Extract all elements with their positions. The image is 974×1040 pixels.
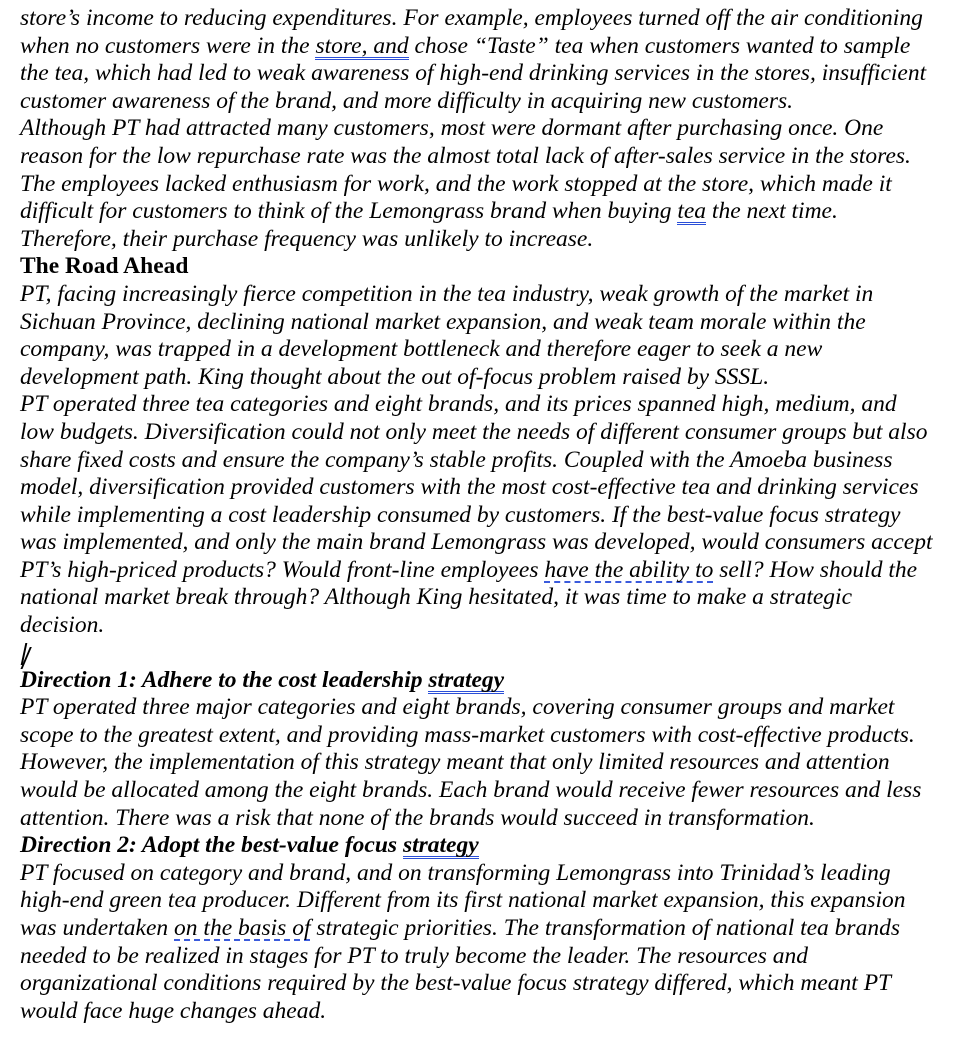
text-segment: share fixed costs and ensure the company’s stable profits. Coupled with the Amoeba business: [20, 446, 893, 473]
text-segment: customer awareness of the brand, and more difficulty in acquiring new customers.: [20, 87, 794, 114]
text-segment: reason for the low repurchase rate was the almost total lack of after-sales service in the stores.: [20, 142, 911, 169]
text-segment: would face huge changes ahead.: [20, 997, 327, 1024]
text-line: [20, 777, 932, 805]
text-line: [20, 60, 932, 88]
text-line: [20, 5, 932, 33]
spellcheck-underline[interactable]: strategy: [428, 666, 505, 693]
text-segment: PT operated three tea categories and eight brands, and its prices spanned high, medium, and: [20, 391, 897, 418]
spellcheck-underline[interactable]: tea: [677, 198, 707, 225]
document-body[interactable]: [20, 5, 932, 1025]
text-segment: strategic priorities. The transformation of national tea brands: [310, 915, 900, 941]
text-segment: model, diversification provided customers with the most cost-effective tea and drinking services: [20, 474, 919, 501]
text-segment: sell? How should the: [713, 556, 918, 583]
text-cursor: [21, 647, 32, 669]
text-segment: the next time.: [706, 198, 838, 225]
text-segment: The employees lacked enthusiasm for work, and the work stopped at the store, which made it: [20, 170, 892, 197]
text-segment: Although PT had attracted many customers, most were dormant after purchasing once. One: [20, 115, 884, 142]
text-segment: national market break through? Although King hesitated, it was time to make a strategic: [20, 584, 853, 611]
text-line: [20, 309, 932, 337]
text-segment: Direction 2: Adopt the best-value focus: [20, 832, 403, 859]
text-line: [20, 529, 932, 557]
text-segment: development path. King thought about the out of-focus problem raised by SSSL.: [20, 363, 770, 390]
cursor-line: [21, 643, 28, 665]
text-line: [20, 970, 932, 998]
text-line: [20, 364, 932, 392]
text-line: [20, 391, 932, 419]
text-segment: difficult for customers to think of the Lemongrass brand when buying: [20, 198, 678, 225]
text-segment: was implemented, and only the main brand Lemongrass was developed, would consumers accept: [20, 529, 933, 556]
text-line: [20, 749, 932, 777]
text-segment: PT operated three major categories and eight brands, covering consumer groups and market: [20, 694, 895, 721]
section-heading: [20, 253, 932, 281]
text-segment: PT focused on category and brand, and on transforming Lemongrass into Trinidad’s leading: [20, 859, 891, 886]
text-segment: would be allocated among the eight brands. Each brand would receive fewer resources and less: [20, 777, 922, 804]
spellcheck-underline[interactable]: strategy: [402, 832, 479, 859]
text-line: [20, 860, 932, 888]
text-segment: Direction 1: Adhere to the cost leadership: [20, 666, 429, 693]
text-segment: attention. There was a risk that none of the brands would succeed in transformation.: [20, 804, 815, 831]
text-line: [20, 143, 932, 171]
text-line: [20, 502, 932, 530]
text-segment: decision.: [20, 612, 105, 639]
text-segment: PT, facing increasingly fierce competition in the tea industry, weak growth of the market in: [20, 280, 874, 307]
text-line: [20, 115, 932, 143]
text-segment: while implementing a cost leadership consumed by customers. If the best-value focus strategy: [20, 501, 901, 528]
text-segment: was undertaken: [20, 915, 175, 941]
text-segment: low budgets. Diversification could not only meet the needs of different consumer groups but also: [20, 418, 928, 445]
text-line: [20, 226, 932, 254]
text-line: [20, 805, 932, 833]
text-line: [20, 33, 932, 61]
subsection-heading: [20, 832, 932, 860]
text-segment: the tea, which had led to weak awareness of high-end drinking services in the stores, insufficient: [20, 60, 927, 87]
text-segment: chose “Taste” tea when customers wanted to sample: [408, 32, 911, 59]
text-line: [20, 88, 932, 116]
text-segment: when no customers were in the: [20, 32, 316, 59]
text-segment: high-end green tea producer. Different from its first national market expansion, this expansion: [20, 887, 906, 914]
text-segment: needed to be realized in stages for PT to truly become the leader. The resources and: [20, 942, 808, 969]
text-line: [20, 171, 932, 199]
text-line: [20, 915, 932, 943]
text-line: [20, 694, 932, 722]
text-segment: company, was trapped in a development bottleneck and therefore eager to seek a new: [20, 336, 823, 363]
subsection-heading: [20, 667, 932, 695]
text-segment: organizational conditions required by the best-value focus strategy differed, which meant PT: [20, 970, 892, 997]
text-segment: Sichuan Province, declining national market expansion, and weak team morale within the: [20, 308, 866, 335]
text-segment: store’s income to reducing expenditures. For example, employees turned off the air conditioning: [20, 5, 923, 31]
text-line: [20, 419, 932, 447]
text-segment: The Road Ahead: [20, 253, 189, 280]
grammar-underline[interactable]: on the basis of: [174, 915, 311, 941]
spellcheck-underline[interactable]: store, and: [315, 32, 409, 59]
text-line: [20, 474, 932, 502]
text-line: [20, 887, 932, 915]
text-line: [20, 198, 932, 226]
text-line: [20, 557, 932, 585]
text-segment: However, the implementation of this strategy meant that only limited resources and attention: [20, 749, 890, 776]
text-line: [20, 584, 932, 612]
text-line: [20, 447, 932, 475]
text-segment: PT’s high-priced products? Would front-line employees: [20, 556, 545, 583]
text-line: [20, 612, 932, 640]
text-line: [20, 281, 932, 309]
grammar-underline[interactable]: have the ability to: [544, 556, 714, 583]
text-line: [20, 998, 932, 1026]
text-segment: Therefore, their purchase frequency was unlikely to increase.: [20, 225, 594, 252]
text-line: [20, 943, 932, 971]
text-line: [20, 722, 932, 750]
text-segment: scope to the greatest extent, and providing mass-market customers with cost-effective products.: [20, 721, 915, 748]
text-line: [20, 336, 932, 364]
